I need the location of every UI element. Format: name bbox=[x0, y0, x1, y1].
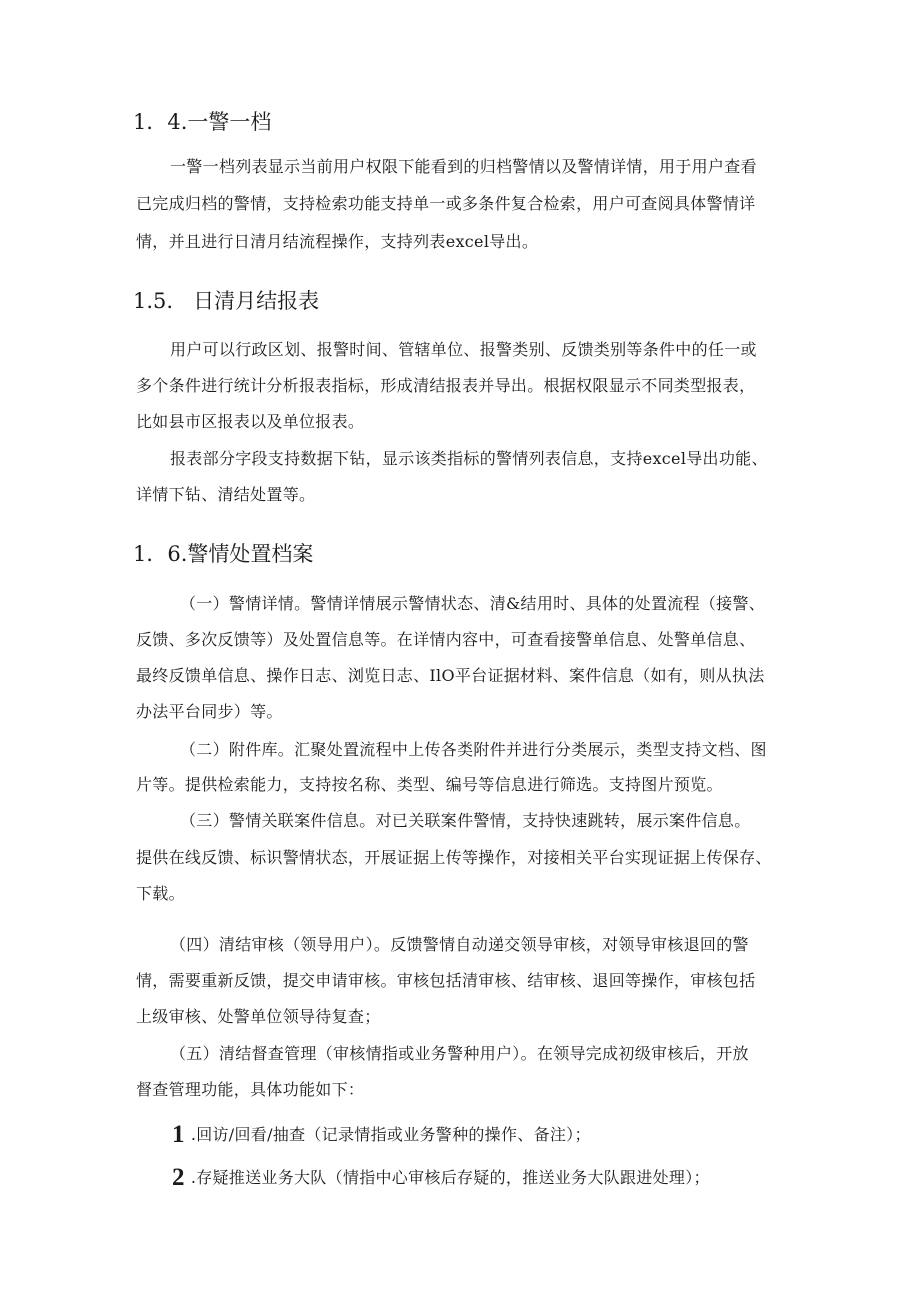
paragraph-line: 详情下钻、清结处置等。 bbox=[136, 485, 316, 504]
section-heading-text: 日清月结报表 bbox=[193, 289, 320, 313]
paragraph-line: 情，需要重新反馈，提交申请审核。审核包括清审核、结审核、退回等操作，审核包括 bbox=[136, 971, 756, 990]
paragraph-line: （五）清结督查管理（审核情指或业务警种用户）。在领导完成初级审核后，开放 bbox=[170, 1044, 749, 1063]
list-item-number: 2 bbox=[172, 1164, 185, 1191]
paragraph-line: （一）警情详情。警情详情展示警情状态、清&结用时、具体的处置流程（接警、 bbox=[180, 594, 766, 613]
paragraph-line: 反馈、多次反馈等）及处置信息等。在详情内容中，可查看接警单信息、处警单信息、 bbox=[136, 630, 756, 649]
paragraph-line: 督查管理功能，具体功能如下： bbox=[136, 1080, 365, 1099]
paragraph-line: 多个条件进行统计分析报表指标，形成清结报表并导出。根据权限显示不同类型报表， bbox=[136, 376, 756, 395]
paragraph-line: 提供在线反馈、标识警情状态，开展证据上传等操作，对接相关平台实现证据上传保存、 bbox=[136, 848, 772, 867]
paragraph-line: 已完成归档的警情，支持检索功能支持单一或多条件复合检索，用户可查阅具体警情详 bbox=[136, 194, 756, 213]
paragraph-line: （三）警情关联案件信息。对已关联案件警情，支持快速跳转，展示案件信息。 bbox=[180, 811, 751, 830]
list-item bbox=[172, 1164, 710, 1192]
paragraph-line: 用户可以行政区划、报警时间、管辖单位、报警类别、反馈类别等条件中的任一或 bbox=[170, 340, 757, 359]
section-heading-1-4: 1．4.一警一档 bbox=[133, 110, 272, 134]
paragraph-line: （四）清结审核（领导用户）。反馈警情自动递交领导审核，对领导审核退回的警 bbox=[170, 935, 749, 954]
paragraph-line: 办法平台同步）等。 bbox=[136, 702, 283, 721]
section-heading-number: 1.5. bbox=[133, 289, 174, 313]
paragraph-line: （二）附件库。汇聚处置流程中上传各类附件并进行分类展示，类型支持文档、图 bbox=[180, 740, 767, 759]
list-item-text: .存疑推送业务大队（情指中心审核后存疑的，推送业务大队跟进处理）； bbox=[190, 1168, 710, 1187]
paragraph-line: 比如县市区报表以及单位报表。 bbox=[136, 412, 365, 431]
paragraph-line: 下载。 bbox=[136, 884, 185, 903]
paragraph-line: 最终反馈单信息、操作日志、浏览日志、IlO平台证据材料、案件信息（如有，则从执法 bbox=[136, 666, 765, 685]
paragraph-line: 片等。提供检索能力，支持按名称、类型、编号等信息进行筛选。支持图片预览。 bbox=[136, 775, 723, 794]
section-heading-1-5 bbox=[133, 285, 319, 315]
paragraph-line: 情，并且进行日清月结流程操作，支持列表excel导出。 bbox=[136, 232, 539, 251]
paragraph-line: 一警一档列表显示当前用户权限下能看到的归档警情以及警情详情，用于用户查看 bbox=[170, 157, 757, 176]
section-heading-1-6: 1．6.警情处置档案 bbox=[133, 542, 314, 566]
list-item-text: .回访/回看/抽查（记录情指或业务警种的操作、备注）； bbox=[190, 1125, 591, 1144]
paragraph-line: 上级审核、处警单位领导待复查； bbox=[136, 1007, 381, 1026]
list-item bbox=[172, 1121, 591, 1149]
list-item-number: 1 bbox=[172, 1121, 185, 1148]
paragraph-line: 报表部分字段支持数据下钻，显示该类指标的警情列表信息，支持excel导出功能、 bbox=[170, 449, 768, 468]
